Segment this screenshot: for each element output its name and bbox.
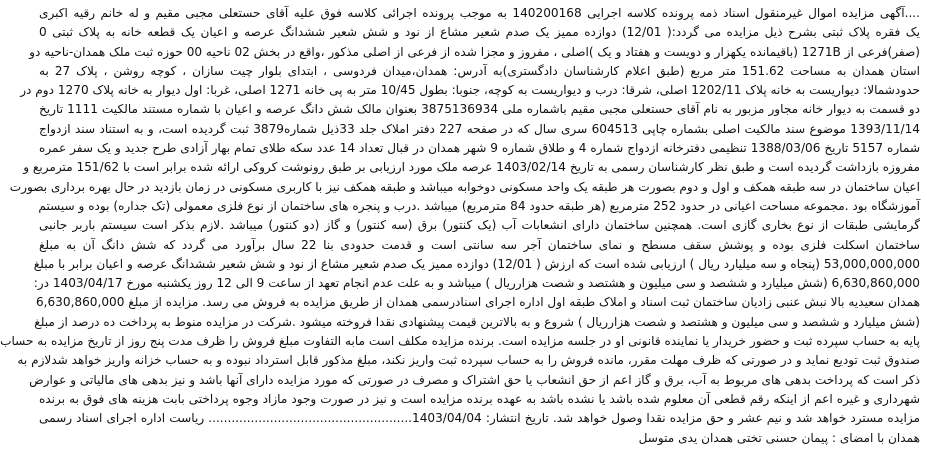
notice-line-12: گرمایشی طبقات از نوع بخاری گازی است. همچنین ساختمان دارای انشعابات آب (یک کنتور) برق (سه کنتور) و گاز (دو کنتور) میباشد .لازم بذکر است سیستم باربر جانبی [39, 218, 920, 233]
notice-line-21: شهرداری و غیره اعم از اینکه رقم قطعی آن معلوم شده باشد یا نشده باشد به عهده برنده مزایده است و نیز در صورت وجود مازاد وجوه پرداختی بابت هزینه های فوق به برنده [39, 391, 920, 406]
notice-line-3: (صفر)فرعی از 1271B (باقیمانده یکهزار و دویست و هفتاد و یک )اصلی ، مفروز و مجزا شده از فرعی از اصلی مذکور ،واقع در بخش 02 ناحیه 00 حوزه ثبت ملک همدان-ناحیه دو [29, 44, 920, 59]
notice-line-20: ذکر است که پرداخت بدهی های مربوط به آب، برق و گاز اعم از حق انشعاب یا حق اشتراک و مصرف در صورتی که مورد مزایده دارای آنها باشد و نیز بدهی های مالیاتی و عوارض [29, 372, 920, 387]
notice-line-10: اعیان ساختمان در سه طبقه همکف و اول و دوم بصورت هر طبقه یک واحد مسکونی دوخوابه میباشد و طبقه همکف نیز با کاربری مسکونی در زمان بازدید در حال بهره برداری بصورت [9, 179, 920, 194]
notice-line-7: 1393/11/14 موضوع سند مالکیت اصلی بشماره چاپی 604513 سری سال که در صفحه 227 دفتر املاک جلد 33ذیل شماره3879 ثبت گردیده است، و به استناد سند ازدواج [39, 121, 920, 136]
notice-line-16: همدان سعیدیه بالا نبش عنبی زادیان ساختمان ثبت اسناد و املاک طبقه اول اداره اجرای اسنادرسمی همدان از طریق مزایده به فروش می رسد. مزایده از مبلغ 6,630,860,000 [35, 295, 920, 310]
notice-line-11: آموزشگاه بود .مجموعه مساحت اعیانی در حدود 252 مترمربع (هر طبقه حدود 84 مترمربع) میباشد .درب و پنجره های ساختمان از نوع فلزی معمولی (تک جداره) بوده و سیستم [38, 198, 920, 213]
notice-line-9: مفروزه بازداشت گردیده است و طبق نظر کارشناسان رسمی به تاریخ 1403/02/14 عرصه ملک مورد ارزیابی بر طبق رونوشت کروکی ارائه شده برابر است با 151/62 مترمربع و [23, 160, 920, 175]
notice-line-17: (شش میلیارد و ششصد و سی میلیون و هشتصد و شصت هزارریال ) شروع و به بالاترین قیمت پیشنهادی نقدا فروخته میشود .شرکت در مزایده منوط به پرداخت ده درصد از مبلغ [34, 314, 920, 329]
notice-line-15: 6,630,860,000 (شش میلیارد و ششصد و سی میلیون و هشتصد و شصت هزارریال ) میباشد و به علت عدم انجام تعهد از ساعت 9 الی 12 روز یکشنبه مورخ 1403/04/17 در: [33, 276, 920, 291]
notice-line-6: دو قسمت به دیوار خانه مجاور مزبور به نام آقای حستعلی مجبی مقیم باشماره ملی 3875136934 بعنوان مالک شش دانگ عرصه و اعیان با شماره مستند مالکیت 1111 تاریخ [39, 102, 921, 117]
notice-signature-line: همدان با امضای : پیمان حسنی تختی همدان یدی متوسل [638, 430, 920, 445]
notice-line-14: 53,000,000,000 (پنجاه و سه میلیارد ریال ) ارزیابی شده است که ارزش ( 12/01) دوازده ممیز یک صدم شعیر مشاع از نود و شش شعیر ششدانگ عرصه و اعیان برابر با مبلغ [33, 256, 920, 271]
notice-line-8: شماره 5157 تاریخ 1388/03/06 تنظیمی دفترخانه ازدواج شماره 4 و طلاق شماره 9 شهر همدان در قبال تعداد 14 عدد سکه طلای تمام بهار آزادی طرح جدید و یک سفر عمره [39, 141, 920, 156]
notice-line-1: ....آگهی مزایده اموال غیرمنقول اسناد ذمه پرونده کلاسه اجرایی 140200168 به موجب پرونده اجرائی کلاسه فوق علیه آقای حستعلی مجبی مقیم و له خانم رقیه اکبری [39, 6, 920, 20]
notice-line-22: مزایده مسترد خواهد شد و نیم عشر و حق مزایده نقدا وصول خواهد شد. تاریخ انتشار: 1403/04/04..................................................... ریاست اداره اجرای اسناد رسمی [39, 411, 920, 426]
notice-line-13: ساختمان اسکلت فلزی بوده و پوشش سقف مسطح و نمای ساختمان آجر سه سانتی است و قدمت حدودی بنا 22 سال برآورد می گردد که شش دانگ آن به مبلغ [39, 237, 920, 252]
notice-line-5: حدودشمالا: دیواریست به خانه پلاک 1202/11 اصلی، شرقا: درب و دیواریست به کوچه، جنوبا: بطول 10/45 متر به پی خانه 1271 اصلی، غربا: اول دیوار به خانه پلاک 1270 دوم در [20, 83, 920, 98]
notice-line-19: صندوق ثبت تودیع نماید و در صورتی که ظرف مهلت مقرر، مانده فروش را به حساب سپرده ثبت واریز نکند، مبلغ مذکور قابل استرداد نبوده و به حساب خزانه واریز خواهد شدلازم به [17, 353, 920, 368]
notice-line-18: پایه به حساب سپرده ثبت و حضور خریدار یا نماینده قانونی او در جلسه مزایده است. برنده مزایده مکلف است مابه التفاوت مبلغ فروش را ظرف مدت پنج روز از تاریخ مزایده به حساب [0, 334, 920, 349]
notice-line-2: یک فقره پلاک ثبتی بشرح ذیل مزایده می گردد:( 12/01) دوازده ممیز یک صدم شعیر مشاع از نود و شش شعیر ششدانگ عرصه و اعیان یک قطعه خانه به پلاک ثبتی 0 [39, 25, 920, 40]
notice-line-4: استان همدان به مساحت 151.62 متر مربع (طبق اعلام کارشناسان دادگستری)به آدرس: همدان،میدان فردوسی ، ابتدای بلوار چیت سازان ، کوچه روشن ، پلاک 27 به [39, 63, 920, 78]
